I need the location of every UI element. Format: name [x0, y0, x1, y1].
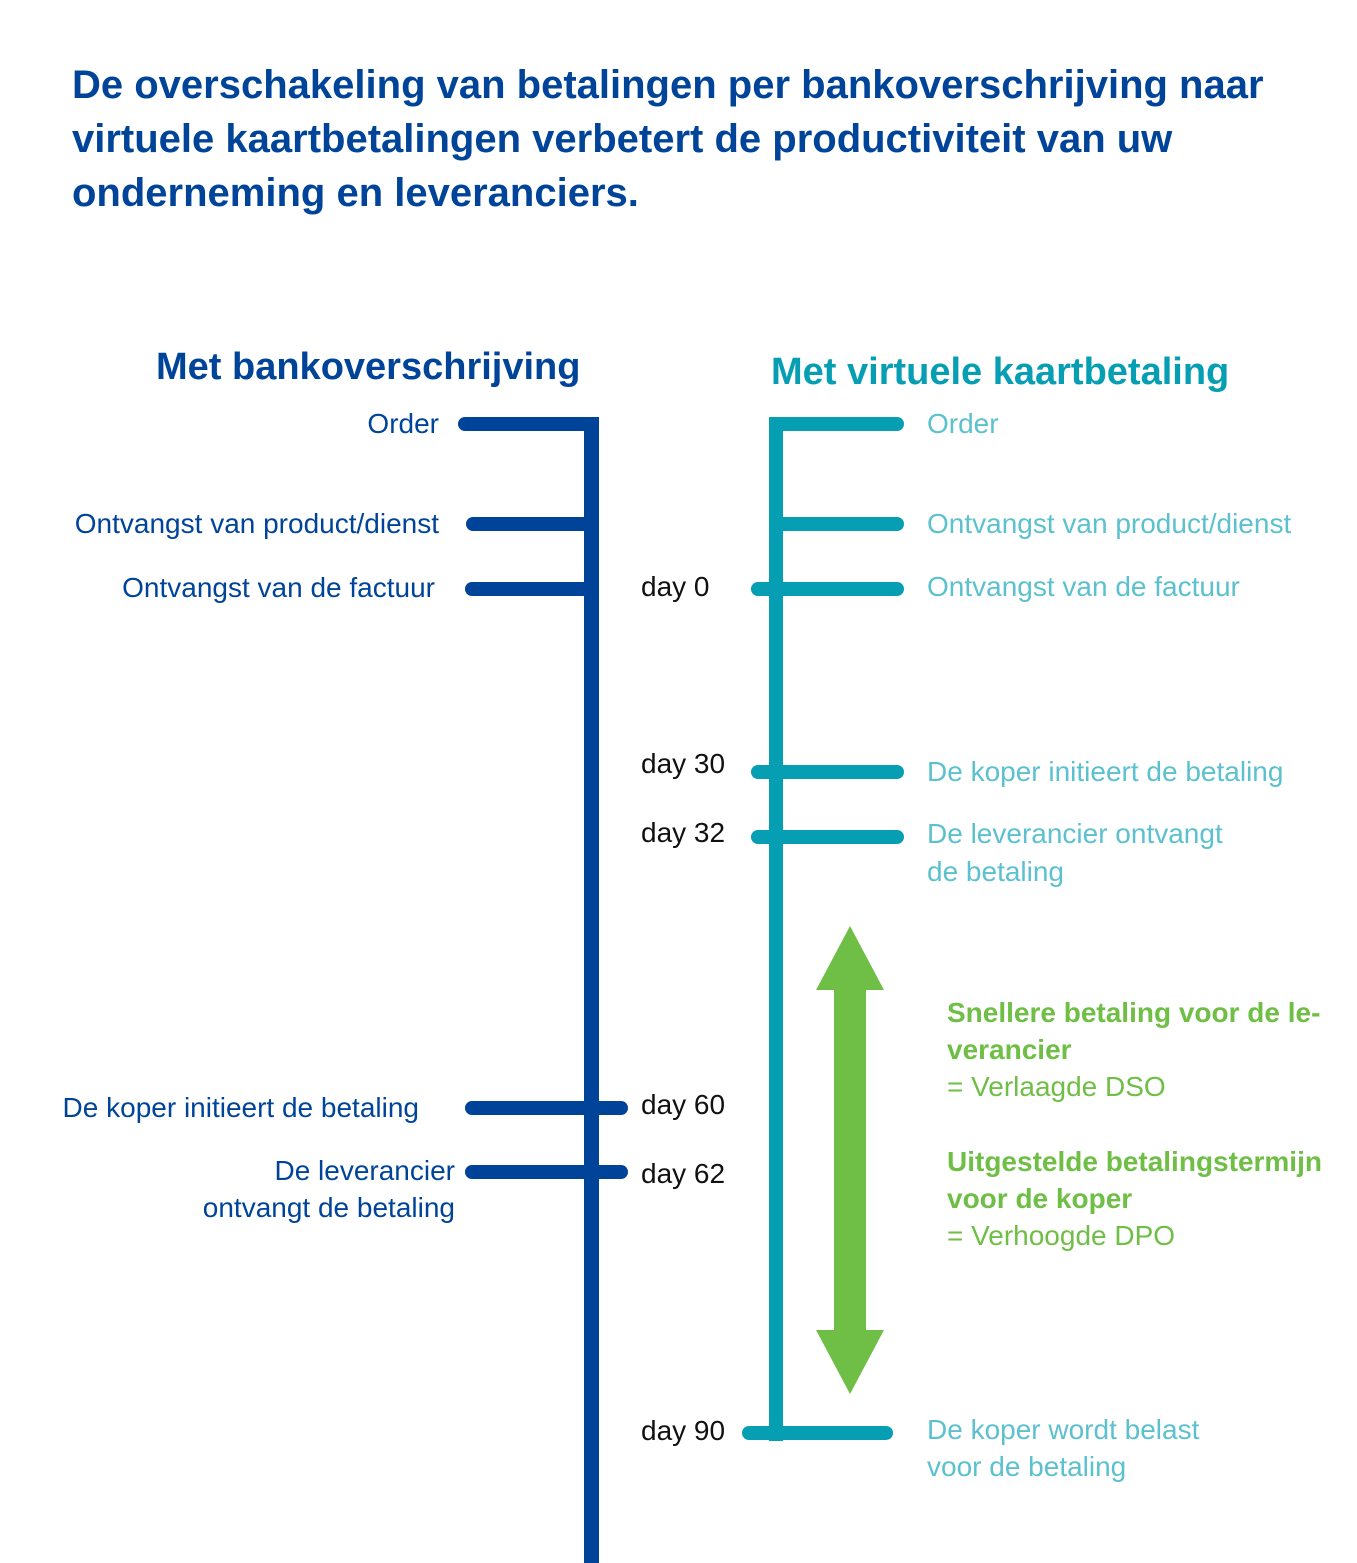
- card-label-supplier-receives-line2: de betaling: [927, 856, 1065, 887]
- bank-label-order: Order: [367, 408, 439, 439]
- day-label-90: day 90: [641, 1415, 726, 1446]
- double-arrow-shaft: [834, 988, 866, 1332]
- card-label-product-received: Ontvangst van product/dienst: [927, 508, 1292, 539]
- arrow-down-icon: [816, 1330, 884, 1394]
- bank-tick-supplier-receives: [465, 1165, 628, 1179]
- bank-label-invoice-received: Ontvangst van de factuur: [122, 572, 435, 603]
- page-title: De overschakeling van betalingen per bankoverschrijving naar virtuele kaartbetalingen verbetert de productiviteit van uw onderneming en leveranciers.: [72, 63, 1264, 215]
- bank-label-product-received: Ontvangst van product/dienst: [74, 508, 439, 539]
- card-label-buyer-initiates: De koper initieert de betaling: [927, 756, 1284, 787]
- bank-tick-order: [458, 417, 599, 431]
- card-tick-invoice-received: [751, 582, 904, 596]
- day-label-60: day 60: [641, 1089, 726, 1120]
- card-timeline-axis: [769, 417, 783, 1441]
- bank-label-buyer-initiates: De koper initieert de betaling: [62, 1092, 419, 1123]
- bank-label-supplier-receives-line2: ontvangt de betaling: [202, 1192, 455, 1223]
- day-label-0: day 0: [641, 571, 710, 602]
- supplier-benefit-result: = Verlaagde DSO: [947, 1071, 1166, 1102]
- arrow-up-icon: [816, 926, 884, 990]
- buyer-benefit-result: = Verhoogde DPO: [947, 1220, 1176, 1251]
- buyer-benefit-line2: voor de koper: [947, 1183, 1133, 1214]
- bank-tick-invoice-received: [465, 582, 596, 596]
- card-label-buyer-charged-line1: De koper wordt belast: [927, 1414, 1200, 1445]
- bank-tick-product-received: [466, 517, 596, 531]
- day-label-32: day 32: [641, 817, 726, 848]
- day-label-62: day 62: [641, 1158, 726, 1189]
- card-tick-buyer-charged: [742, 1426, 893, 1440]
- day-label-30: day 30: [641, 748, 726, 779]
- bank-label-supplier-receives-line1: De leverancier: [274, 1155, 455, 1186]
- supplier-benefit-line1: Snellere betaling voor de le-: [947, 997, 1321, 1028]
- card-tick-order: [769, 417, 904, 431]
- card-tick-supplier-receives: [751, 830, 904, 844]
- buyer-benefit-line1: Uitgestelde betalingstermijn: [947, 1146, 1322, 1177]
- card-label-order: Order: [927, 408, 999, 439]
- bank-tick-buyer-initiates: [465, 1101, 628, 1115]
- card-label-invoice-received: Ontvangst van de factuur: [927, 571, 1240, 602]
- bank-transfer-heading: Met bankoverschrijving: [156, 346, 581, 388]
- supplier-benefit-line2: verancier: [947, 1034, 1072, 1065]
- card-tick-buyer-initiates: [751, 765, 904, 779]
- virtual-card-heading: Met virtuele kaartbetaling: [771, 351, 1230, 393]
- card-label-buyer-charged-line2: voor de betaling: [927, 1451, 1127, 1482]
- card-label-supplier-receives-line1: De leverancier ontvangt: [927, 818, 1223, 849]
- card-tick-product-received: [776, 517, 904, 531]
